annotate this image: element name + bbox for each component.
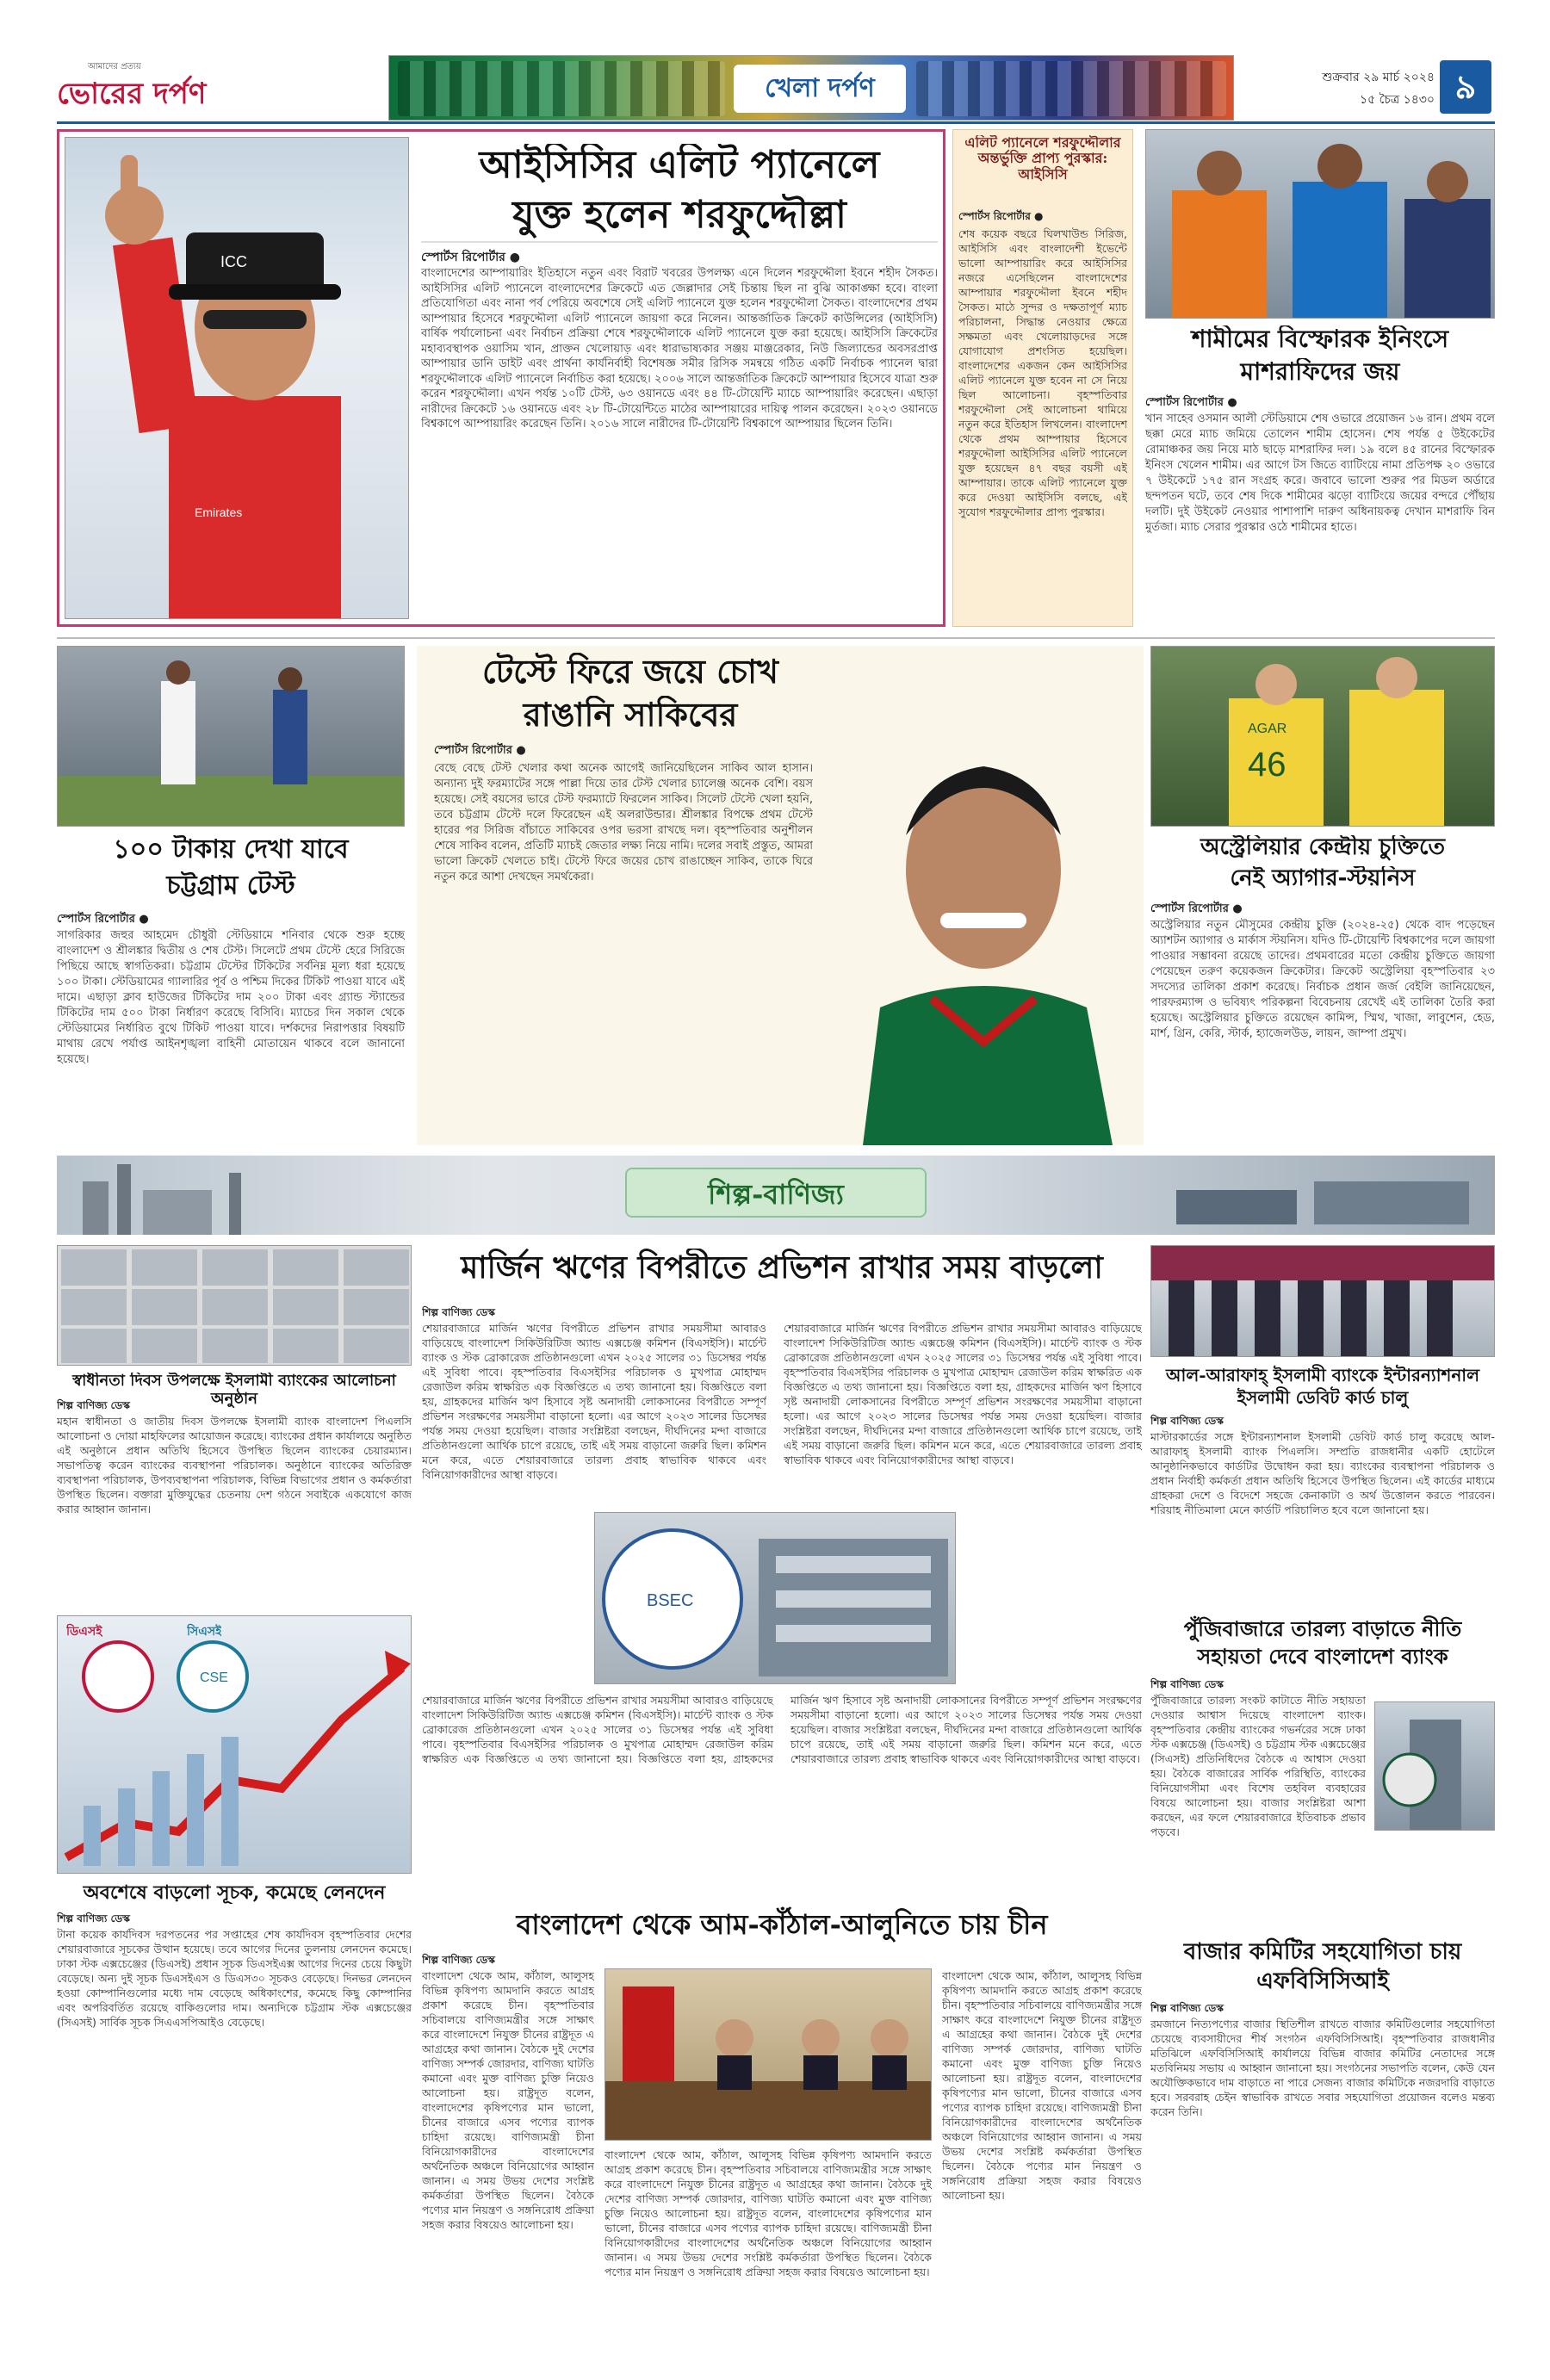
dse-headline: অবশেষে বাড়লো সূচক, কমেছে লেনদেন: [83, 1882, 386, 1904]
aus-photo[interactable]: [1150, 646, 1495, 827]
dse-body: টানা কয়েক কার্যদিবস দরপতনের পর সপ্তাহের শেষ কার্যদিবস বৃহস্পতিবার দেশের শেয়ারবাজারে সূচকের উত্থান হয়েছে। তবে আগের দিনের তুলনায় লেনদেন কমেছে। ঢাকা স্টক এক্সচেঞ্জের (ডিএসই) প্রধান সূচক ডিএসইএক্স আগের দিনের চেয়ে কিছুটা বেড়েছে। অন্য দুই সূচক ডিএসইএস ও ডিএস৩০ সূচকও বেড়েছে। দিনভর লেনদেন হওয়া কোম্পানিগুলোর মধ্যে দাম বেড়েছে অধিকাংশের, কমেছে কিছু কোম্পানির এবং অপরিবর্তিত রয়েছে বাকিগুলোর দাম। অন্যদিকে চট্টগ্রাম স্টক এক্সচেঞ্জের (সিএসই) সার্বিক সূচক সিএএসপিআইও বেড়েছে।: [57, 1928, 412, 2029]
bangla-date: ১৫ চৈত্র ১৪৩০: [1360, 93, 1435, 107]
lead-story: [57, 129, 946, 627]
cricket-illustration: [58, 647, 405, 827]
punji-story: [1150, 1615, 1495, 1934]
china-body-col1: বাংলাদেশ থেকে আম, কাঁঠাল, আলুসহ বিভিন্ন কৃষিপণ্য আমদানি করতে আগ্রহ প্রকাশ করেছে চীন। বৃহস্পতিবার সচিবালয়ে বাণিজ্যমন্ত্রীর সঙ্গে সাক্ষাৎ করে বাংলাদেশে নিযুক্ত চীনের রাষ্ট্রদূত এ আগ্রহের কথা জানান। বৈঠকে দুই দেশের বাণিজ্য সম্পর্ক জোরদার, বাণিজ্য ঘাটতি কমানো এবং মুক্ত বাণিজ্য চুক্তি নিয়েও আলোচনা হয়। রাষ্ট্রদূত বলেন, বাংলাদেশের কৃষিপণ্যের মান ভালো, চীনের বাজারে এসব পণ্যের ব্যাপক চাহিদা রয়েছে। বাণিজ্যমন্ত্রী চীনা বিনিয়োগকারীদের বাংলাদেশের অর্থনৈতিক অঞ্চলে বিনিয়োগের আহ্বান জানান। এ সময় উভয় দেশের সংশ্লিষ্ট কর্মকর্তারা উপস্থিত ছিলেন। বৈঠকে পণ্যের মান নিয়ন্ত্রণ ও সঙ্গনিরোধ প্রক্রিয়া সহজ করার বিষয়েও আলোচনা হয়।: [422, 1969, 594, 2231]
bazar-body: রমজানে নিত্যপণ্যের বাজার স্থিতিশীল রাখতে বাজার কমিটিগুলোর সহযোগিতা চেয়েছে ব্যবসায়ীদের শীর্ষ সংগঠন এফবিসিসিআই। বৃহস্পতিবার রাজধানীর মতিঝিলে এফবিসিসিআই কার্যালয়ে বিভিন্ন বাজার কমিটির নেতাদের সঙ্গে মতবিনিময় সভায় এ আহ্বান জানানো হয়। সংগঠনের সভাপতি বলেন, কেউ যেন অযৌক্তিকভাবে দাম বাড়াতে না পারে সেজন্য বাজার কমিটিকে নজরদারি বাড়াতে হবে। সরবরাহ চেইন স্বাভাবিক রাখতে সবার সহযোগিতা প্রয়োজন বলেও মন্তব্য করেন তিনি।: [1150, 2017, 1495, 2118]
ctg-photo[interactable]: [57, 646, 405, 827]
ctg-headline-1: ১০০ টাকায় দেখা যাবে: [113, 835, 349, 865]
alaraf-story: [1150, 1245, 1495, 1607]
icc-cap-text: ICC: [220, 253, 247, 270]
bazar-byline: শিল্প বাণিজ্য ডেস্ক: [1150, 2002, 1224, 2014]
shakib-story: [417, 646, 1144, 1145]
mashrafe-story: [1145, 129, 1495, 627]
aus-headline-2: নেই অ্যাগার-স্টয়নিস: [1230, 866, 1416, 891]
dse-logo-label: ডিএসই: [66, 1625, 102, 1639]
aus-story: [1150, 646, 1495, 1145]
mashrafe-headline-2: মাশরাফিদের জয়: [1240, 358, 1400, 386]
bsec-photo[interactable]: [594, 1512, 956, 1684]
margin-story: [422, 1245, 1142, 1900]
dse-photo[interactable]: [57, 1615, 412, 1874]
umpire-illustration: [65, 138, 409, 619]
shilpo-banner: [57, 1156, 1495, 1235]
bsec-seal-text: BSEC: [647, 1591, 694, 1610]
mashrafe-photo[interactable]: [1145, 129, 1495, 319]
bazar-headline: বাজার কমিটির সহযোগিতা চায় এফবিসিসিআই: [1183, 1939, 1462, 1994]
cse-badge-text: CSE: [200, 1670, 228, 1685]
mashrafe-body: খান সাহেব ওসমান আলী স্টেডিয়ামে শেষ ওভারে প্রয়োজন ১৬ রান। প্রথম বলে ছক্কা মেরে ম্যাচ জমিয়ে তোলেন শামীম হোসেন। শেষ পর্যন্ত ৫ উইকেটের রোমাঞ্চকর জয় নিয়ে মাঠ ছাড়ে মাশরাফির দল। ১৯ বলে ৪৫ রানের বিস্ফোরক ইনিংস খেলেন শামীম। এর আগে টস জিতে ব্যাটিংয়ে নামা প্রতিপক্ষ ২০ ওভারে ৭ উইকেটে ১৭৫ রান সংগ্রহ করে। জবাবে ভালো শুরুর পর মিডল অর্ডারে ছন্দপতন ঘটে, তবে শেষ দিকে শামীমের ঝড়ো ব্যাটিংয়ে জয়ের বন্দরে পৌঁছায় দলটি। দুই উইকেট নেওয়ার পাশাপাশি দারুণ অধিনায়কত্ব দেখান মাশরাফি বিন মুর্তজা। ম্যাচ সেরার পুরস্কার ওঠে শামীমের হাতে।: [1145, 412, 1495, 534]
banner-players-left: [398, 61, 725, 116]
aus-players-illustration: [1151, 647, 1495, 827]
ctg-story: [57, 646, 405, 1145]
ctg-headline-2: চট্টগ্রাম টেস্ট: [166, 871, 295, 901]
margin-byline: শিল্প বাণিজ্য ডেস্ক: [422, 1306, 495, 1318]
aus-byline: স্পোর্টস রিপোর্টার ●: [1150, 902, 1243, 915]
mashrafe-byline: স্পোর্টস রিপোর্টার ●: [1145, 396, 1237, 409]
meeting-illustration: [605, 1969, 932, 2141]
date-line: শুক্রবার ২৯ মার্চ ২০২৪: [1322, 71, 1435, 84]
bazar-story: [1150, 1937, 1495, 2332]
alaraf-headline: আল-আরাফাহ্ ইসলামী ব্যাংকে ইন্টারন্যাশনাল ইসলামী ডেবিট কার্ড চালু: [1166, 1365, 1479, 1408]
alaraf-body: মাস্টারকার্ডের সঙ্গে ইন্টারন্যাশনাল ইসলামী ডেবিট কার্ড চালু করেছে আল-আরাফাহ্ ইসলামী ব্যাংক পিএলসি। সম্প্রতি রাজধানীর একটি হোটেলে আনুষ্ঠানিকভাবে কার্ডটির উদ্বোধন করা হয়। ব্যাংকের ব্যবস্থাপনা পরিচালক ও প্রধান নির্বাহী কর্মকর্তা প্রধান অতিথি হিসেবে উপস্থিত ছিলেন। এই কার্ডের মাধ্যমে গ্রাহকরা দেশে ও বিদেশে সহজে কেনাকাটা ও অর্থ উত্তোলন করতে পারবেন। শরিয়াহ নীতিমালা মেনে কার্ডটি পরিচালিত হবে বলে জানানো হয়।: [1150, 1430, 1495, 1516]
aus-jersey-number: 46: [1248, 746, 1286, 784]
china-body-col2: বাংলাদেশ থেকে আম, কাঁঠাল, আলুসহ বিভিন্ন কৃষিপণ্য আমদানি করতে আগ্রহ প্রকাশ করেছে চীন। বৃহস্পতিবার সচিবালয়ে বাণিজ্যমন্ত্রীর সঙ্গে সাক্ষাৎ করে বাংলাদেশে নিযুক্ত চীনের রাষ্ট্রদূত এ আগ্রহের কথা জানান। বৈঠকে দুই দেশের বাণিজ্য সম্পর্ক জোরদার, বাণিজ্য ঘাটতি কমানো এবং মুক্ত বাণিজ্য চুক্তি নিয়েও আলোচনা হয়। রাষ্ট্রদূত বলেন, বাংলাদেশের কৃষিপণ্যের মান ভালো, চীনের বাজারে এসব পণ্যের ব্যাপক চাহিদা রয়েছে। বাণিজ্যমন্ত্রী চীনা বিনিয়োগকারীদের বাংলাদেশের অর্থনৈতিক অঞ্চলে বিনিয়োগের আহ্বান জানান। এ সময় উভয় দেশের সংশ্লিষ্ট কর্মকর্তারা উপস্থিত ছিলেন। বৈঠকে পণ্যের মান নিয়ন্ত্রণ ও সঙ্গনিরোধ প্রক্রিয়া সহজ করার বিষয়েও আলোচনা হয়।: [942, 1969, 1142, 2202]
masthead-banner: [388, 55, 1234, 121]
bb-building-photo[interactable]: [1374, 1701, 1495, 1831]
margin-body-col3: শেয়ারবাজারে মার্জিন ঋণের বিপরীতে প্রভিশন রাখার সময়সীমা আবারও বাড়িয়েছে বাংলাদেশ সিকিউরিটিজ অ্যান্ড এক্সচেঞ্জ কমিশন (বিএসইসি)। মার্চেন্ট ব্যাংক ও স্টক ব্রোকারেজ প্রতিষ্ঠানগুলো এখন ২০২৫ সালের ৩১ ডিসেম্বর পর্যন্ত এই সুবিধা পাবে। বৃহস্পতিবার বিএসইসির পরিচালক ও মুখপাত্র মোহাম্মদ রেজাউল করিম স্বাক্ষরিত এক বিজ্ঞপ্তিতে এ তথ্য জানানো হয়। বিজ্ঞপ্তিতে বলা হয়, গ্রাহকদের মার্জিন ঋণ হিসাবে সৃষ্ট অনাদায়ী লোকসানের বিপরীতে সম্পূর্ণ প্রভিশন সংরক্ষণের সময়সীমা বাড়ানো হলো। এর আগে ২০২৩ সালের ডিসেম্বর পর্যন্ত সময় দেওয়া হয়েছিল। বাজার সংশ্লিষ্টরা বলছেন, দীর্ঘদিনের মন্দা বাজারে প্রতিষ্ঠানগুলো আর্থিক চাপে রয়েছে, তাই এই সময় বাড়ানো জরুরি ছিল। কমিশন মনে করে, এতে শেয়ারবাজারে তারল্য প্রবাহ স্বাভাবিক থাকবে এবং বিনিয়োগকারীদের আস্থা বাড়বে।: [422, 1694, 1142, 1765]
china-byline: শিল্প বাণিজ্য ডেস্ক: [422, 1954, 495, 1966]
aus-headline-1: অস্ট্রেলিয়ার কেন্দ্রীয় চুক্তিতে: [1200, 835, 1445, 860]
islami-body: মহান স্বাধীনতা ও জাতীয় দিবস উপলক্ষে ইসলামী ব্যাংক বাংলাদেশ পিএলসি আলোচনা ও দোয়া মাহফিলের আয়োজন করেছে। ব্যাংকের প্রধান কার্যালয়ে অনুষ্ঠিত এই অনুষ্ঠানে প্রধান অতিথি হিসেবে উপস্থিত ছিলেন ব্যাংকের চেয়ারম্যান। সভাপতিত্ব করেন ব্যাংকের ব্যবস্থাপনা পরিচালক। অনুষ্ঠানে ব্যাংকের অতিরিক্ত ব্যবস্থাপনা পরিচালক, উপব্যবস্থাপনা পরিচালক, বিভিন্ন বিভাগের প্রধান ও কর্মকর্তারা উপস্থিত ছিলেন। বক্তারা মুক্তিযুদ্ধের চেতনায় দেশ গঠনে সবাইকে একযোগে কাজ করার আহ্বান জানান।: [57, 1415, 412, 1515]
shakib-headline-1: টেস্টে ফিরে জয়ে চোখ: [482, 653, 778, 691]
mashrafe-headline-1: শামীমের বিস্ফোরক ইনিংসে: [1191, 325, 1449, 353]
section-title: খেলা দর্পণ: [734, 65, 906, 113]
margin-body-col2: শেয়ারবাজারে মার্জিন ঋণের বিপরীতে প্রভিশন রাখার সময়সীমা আবারও বাড়িয়েছে বাংলাদেশ সিকিউরিটিজ অ্যান্ড এক্সচেঞ্জ কমিশন (বিএসইসি)। মার্চেন্ট ব্যাংক ও স্টক ব্রোকারেজ প্রতিষ্ঠানগুলো এখন ২০২৫ সালের ৩১ ডিসেম্বর পর্যন্ত এই সুবিধা পাবে। বৃহস্পতিবার বিএসইসির পরিচালক ও মুখপাত্র মোহাম্মদ রেজাউল করিম স্বাক্ষরিত এক বিজ্ঞপ্তিতে এ তথ্য জানানো হয়। বিজ্ঞপ্তিতে বলা হয়, গ্রাহকদের মার্জিন ঋণ হিসাবে সৃষ্ট অনাদায়ী লোকসানের বিপরীতে সম্পূর্ণ প্রভিশন সংরক্ষণের সময়সীমা বাড়ানো হলো। এর আগে ২০২৩ সালের ডিসেম্বর পর্যন্ত সময় দেওয়া হয়েছিল। বাজার সংশ্লিষ্টরা বলছেন, দীর্ঘদিনের মন্দা বাজারে প্রতিষ্ঠানগুলো আর্থিক চাপে রয়েছে, তাই এই সময় বাড়ানো জরুরি ছিল। কমিশন মনে করে, এতে শেয়ারবাজারে তারল্য প্রবাহ স্বাভাবিক থাকবে এবং বিনিয়োগকারীদের আস্থা বাড়বে।: [784, 1322, 1142, 1466]
alaraf-photo[interactable]: [1150, 1245, 1495, 1357]
paper-tagline: আমাদের প্রত্যয়: [88, 62, 141, 71]
paper-name: ভোরের দর্পণ: [57, 77, 207, 111]
aus-body: অস্ট্রেলিয়ার নতুন মৌসুমের কেন্দ্রীয় চুক্তি (২০২৪-২৫) থেকে বাদ পড়েছেন অ্যাশটন অ্যাগার ও মার্কাস স্টয়নিস। যদিও টি-টোয়েন্টি বিশ্বকাপের দলে জায়গা পাওয়ার সম্ভাবনা রয়েছে তাদের। প্রথমবারের মতো কেন্দ্রীয় চুক্তিতে জায়গা পেয়েছেন তরুণ কয়েকজন ক্রিকেটার। ক্রিকেট অস্ট্রেলিয়া বৃহস্পতিবার ২৩ সদস্যের তালিকা প্রকাশ করেছে। নির্বাচক প্রধান জর্জ বেইলি জানিয়েছেন, পারফরম্যান্স ও ভবিষ্যৎ পরিকল্পনা বিবেচনায় রেখেই এই তালিকা তৈরি করা হয়েছে। অস্ট্রেলিয়ার চুক্তিতে রয়েছেন কামিন্স, স্মিথ, খাজা, লাবুশেন, হেড, মার্শ, গ্রিন, কেরি, স্টার্ক, হ্যাজেলউড, লায়ন, জাম্পা প্রমুখ।: [1150, 919, 1495, 1040]
ctg-byline: স্পোর্টস রিপোর্টার ●: [57, 913, 149, 926]
lead-byline: স্পোর্টস রিপোর্টার ●: [421, 251, 520, 264]
shakib-illustration: [828, 680, 1144, 1145]
bsec-building-illustration: [595, 1513, 956, 1684]
islami-byline: শিল্প বাণিজ্য ডেস্ক: [57, 1399, 130, 1411]
players-illustration: [1146, 130, 1495, 319]
islami-headline: স্বাধীনতা দিবস উপলক্ষে ইসলামী ব্যাংকের আলোচনা অনুষ্ঠান: [72, 1373, 396, 1408]
card-launch-illustration: [1151, 1246, 1495, 1357]
shilpo-title: শিল্প-বাণিজ্য: [625, 1168, 927, 1218]
china-photo[interactable]: [604, 1968, 932, 2141]
paper-logo[interactable]: [57, 60, 229, 115]
bangladesh-bank-illustration: [1375, 1702, 1495, 1831]
dse-byline: শিল্প বাণিজ্য ডেস্ক: [57, 1912, 130, 1924]
china-story: [422, 1906, 1142, 2332]
divider-row1: [57, 637, 1495, 639]
sidebar-body: শেষ কয়েক বছরে ঘিলখাউন্ড সিরিজ, আইসিসি এবং বাংলাদেশী ইভেন্টে ভালো আম্পায়ারিং করে আইসিসির নজরে এসেছিলেন বাংলাদেশের আম্পায়ার শরফুদ্দৌলা ইবনে শহীদ সৈকত। মাঠে সুন্দর ও দক্ষতাপূর্ণ ম্যাচ পরিচালনা, সিদ্ধান্ত নেওয়ার ক্ষেত্রে সক্ষমতা এবং খেলোয়াড়দের সঙ্গে যোগাযোগ প্রশংসিত হয়েছিল। বাংলাদেশের একজন কেন আইসিসির এলিট প্যানেলে যুক্ত হবেন না সে নিয়ে ছিল আলোচনা। বৃহস্পতিবার শরফুদ্দৌলা সেই আলোচনা থামিয়ে নতুন করে ইতিহাস লিখলেন। বাংলাদেশ থেকে প্রথম আম্পায়ার হিসেবে শরফুদ্দৌলা আইসিসির এলিট প্যানেলে যুক্ত হয়েছেন ৪৭ বছর বয়সী এই আম্পায়ার। তাকে এলিট প্যানেলে যুক্ত করে দেওয়া আইসিসি বলছে, এই সুযোগ শরফুদ্দৌলার প্রাপ্য পুরস্কার।: [958, 227, 1127, 518]
ctg-body: সাগরিকার জহুর আহমেদ চৌধুরী স্টেডিয়ামে শনিবার থেকে শুরু হচ্ছে বাংলাদেশ ও শ্রীলঙ্কার দ্বিতীয় ও শেষ টেস্ট। সিলেটে প্রথম টেস্টে হেরে সিরিজে পিছিয়ে আছে স্বাগতিকরা। চট্টগ্রাম টেস্টের টিকিটের সর্বনিম্ন মূল্য ধরা হয়েছে ১০০ টাকা। স্টেডিয়ামের গ্যালারির পূর্ব ও পশ্চিম দিকের টিকিট পাওয়া যাবে এই দামে। এছাড়া ক্লাব হাউজের টিকিটের দাম ২০০ টাকা এবং গ্র্যান্ড স্ট্যান্ডের টিকিটের দাম ৫০০ টাকা নির্ধারণ করেছে বিসিবি। ম্যাচের দিন সকাল থেকে স্টেডিয়ামের নির্ধারিত বুথে টিকিট পাওয়া যাবে। দর্শকদের নিরাপত্তার বিষয়টি মাথায় রেখে পর্যাপ্ত আইনশৃঙ্খলা বাহিনী মোতায়েন থাকবে বলে জানানো হয়েছে।: [57, 929, 405, 1066]
page-number: ৯: [1440, 60, 1491, 114]
lead-headline-2: যুক্ত হলেন শরফুদ্দৌল্লা: [421, 194, 938, 243]
margin-headline: মার্জিন ঋণের বিপরীতে প্রভিশন রাখার সময় বাড়লো: [461, 1249, 1103, 1286]
china-headline: বাংলাদেশ থেকে আম-কাঁঠাল-আলুনিতে চায় চীন: [516, 1908, 1048, 1941]
islami-photo-grid[interactable]: [57, 1245, 412, 1366]
punji-byline: শিল্প বাণিজ্য ডেস্ক: [1150, 1678, 1224, 1690]
lead-body: বাংলাদেশের আম্পায়ারিং ইতিহাসে নতুন এবং বিরাট খবরের উপলক্ষ্য এনে দিলেন শরফুদ্দৌলা ইবনে শহীদ সৈকত। আইসিসির এলিট প্যানেলে বাংলাদেশের ক্রিকেটে এত জেল্লাদার সেই চিন্তায় ছিল না বুঝি আকাঙ্ক্ষা হবে। বাংলা প্রতিযোগিতা এবং নানা পর্ব পেরিয়ে অবশেষে সেই এলিট প্যানেলে যুক্ত হলেন শরফুদ্দৌলা সৈকত। বাংলাদেশের প্রথম আম্পায়ার হিসেবে শরফুদ্দৌলা এলিট প্যানেলে জায়গা করে নিলেন। আন্তর্জাতিক ক্রিকেট কাউন্সিলের (আইসিসি) বার্ষিক পর্যালোচনা এবং নির্বাচন প্রক্রিয়া শেষে শরফুদ্দৌলাকে এলিট প্যানেলে যুক্ত করা হয়েছে। আইসিসি ক্রিকেটের মহাব্যবস্থাপক ওয়াসিম খান, প্রাক্তন খেলোয়াড় এবং ধারাভাষ্যকার সঞ্জয় মাঞ্জরেকার, নিউ জিল্যান্ডের অবসরপ্রাপ্ত আম্পায়ার ডানি ডাইট এবং প্রার্থনা কার্যনির্বাহী বিশেষজ্ঞ সমীর রিসিক সমন্বয়ে গঠিত একটি নির্বাচক প্যানেল দ্বারা শরফুদ্দৌলাকে এলিট প্যানেলে নির্বাচিত করা হয়েছে। ২০০৬ সালে আন্তর্জাতিক ক্রিকেটে আম্পায়ার হিসেবে যাত্রা শুরু করেন শরফুদ্দৌলা। এখন পর্যন্ত ১০টি টেস্ট, ৬৩ ওয়ানডে এবং ৪৪ টি-টোয়েন্টি ম্যাচে আম্পায়ারিং করেছেন। এছাড়া নারীদের ক্রিকেটে ১৬ ওয়ানডে এবং ২৮ টি-টোয়েন্টিতে মাঠের আম্পায়ারের দায়িত্ব পালন করেছেন। ২০২৩ ওয়ানডে বিশ্বকাপে আম্পায়ারিং করেছেন তিনি। ২০১৬ সালে নারীদের টি-টোয়েন্টি বিশ্বকাপে আম্পায়ার ছিলেন তিনি।: [421, 267, 938, 431]
elite-sidebar: [952, 129, 1133, 627]
stock-chart-illustration: [58, 1616, 412, 1874]
margin-body-col1: শেয়ারবাজারে মার্জিন ঋণের বিপরীতে প্রভিশন রাখার সময়সীমা আবারও বাড়িয়েছে বাংলাদেশ সিকিউরিটিজ অ্যান্ড এক্সচেঞ্জ কমিশন (বিএসইসি)। মার্চেন্ট ব্যাংক ও স্টক ব্রোকারেজ প্রতিষ্ঠানগুলো এখন ২০২৫ সালের ৩১ ডিসেম্বর পর্যন্ত এই সুবিধা পাবে। বৃহস্পতিবার বিএসইসির পরিচালক ও মুখপাত্র মোহাম্মদ রেজাউল করিম স্বাক্ষরিত এক বিজ্ঞপ্তিতে এ তথ্য জানানো হয়। বিজ্ঞপ্তিতে বলা হয়, গ্রাহকদের মার্জিন ঋণ হিসাবে সৃষ্ট অনাদায়ী লোকসানের বিপরীতে সম্পূর্ণ প্রভিশন সংরক্ষণের সময়সীমা বাড়ানো হলো। এর আগে ২০২৩ সালের ডিসেম্বর পর্যন্ত সময় দেওয়া হয়েছিল। বাজার সংশ্লিষ্টরা বলছেন, দীর্ঘদিনের মন্দা বাজারে প্রতিষ্ঠানগুলো আর্থিক চাপে রয়েছে, তাই এই সময় বাড়ানো জরুরি ছিল। কমিশন মনে করে, এতে শেয়ারবাজারে তারল্য প্রবাহ স্বাভাবিক থাকবে এবং বিনিয়োগকারীদের আস্থা বাড়বে।: [422, 1322, 766, 1481]
aus-jersey-name: AGAR: [1248, 722, 1287, 736]
alaraf-byline: শিল্প বাণিজ্য ডেস্ক: [1150, 1415, 1224, 1427]
masthead: [57, 55, 1495, 124]
shakib-byline: স্পোর্টস রিপোর্টার ●: [434, 744, 526, 757]
meeting-grid-illustration: [58, 1246, 412, 1366]
shakib-photo[interactable]: [828, 680, 1144, 1145]
cse-logo-label: সিএসই: [187, 1625, 222, 1639]
lead-headline-1: আইসিসির এলিট প্যানেলে: [479, 144, 880, 187]
china-body-col3: বাংলাদেশ থেকে আম, কাঁঠাল, আলুসহ বিভিন্ন কৃষিপণ্য আমদানি করতে আগ্রহ প্রকাশ করেছে চীন। বৃহস্পতিবার সচিবালয়ে বাণিজ্যমন্ত্রীর সঙ্গে সাক্ষাৎ করে বাংলাদেশে নিযুক্ত চীনের রাষ্ট্রদূত এ আগ্রহের কথা জানান। বৈঠকে দুই দেশের বাণিজ্য সম্পর্ক জোরদার, বাণিজ্য ঘাটতি কমানো এবং মুক্ত বাণিজ্য চুক্তি নিয়েও আলোচনা হয়। রাষ্ট্রদূত বলেন, বাংলাদেশের কৃষিপণ্যের মান ভালো, চীনের বাজারে এসব পণ্যের ব্যাপক চাহিদা রয়েছে। বাণিজ্যমন্ত্রী চীনা বিনিয়োগকারীদের বাংলাদেশের অর্থনৈতিক অঞ্চলে বিনিয়োগের আহ্বান জানান। এ সময় উভয় দেশের সংশ্লিষ্ট কর্মকর্তারা উপস্থিত ছিলেন। বৈঠকে পণ্যের মান নিয়ন্ত্রণ ও সঙ্গনিরোধ প্রক্রিয়া সহজ করার বিষয়েও আলোচনা হয়।: [604, 2148, 932, 2278]
shakib-body: বেছে বেছে টেস্ট খেলার কথা অনেক আগেই জানিয়েছিলেন সাকিব আল হাসান। অন্যান্য দুই ফরম্যাটের সঙ্গে পাল্লা দিয়ে তার টেস্ট খেলার চ্যালেঞ্জ অনেক বেশি। বয়স হয়েছে। সেই বয়সের ভারে টেস্ট ফরম্যাটে ফিরলেন সাকিব। সিলেট টেস্টে খেলা হয়নি, তবে চট্টগ্রাম টেস্টে দলে ফিরেছেন এই অলরাউন্ডার। শ্রীলঙ্কার বিপক্ষে প্রথম টেস্টে হারের পর সিরিজ বাঁচাতে সাকিবের ওপর ভরসা রাখছে দল। বৃহস্পতিবার অনুশীলন শেষে সাকিব বলেন, প্রতিটি ম্যাচই জেতার লক্ষ্য নিয়ে নামি। দলের সবাই প্রস্তুত, আমরা ভালো ক্রিকেট খেলতে চাই। টেস্টে ফিরে জয়ের চোখ রাঙাচ্ছেন সাকিব, তাকে ঘিরে নতুন করে আশা দেখছেন সমর্থকেরা।: [434, 762, 813, 883]
shakib-headline-2: রাঙানি সাকিবের: [523, 696, 738, 734]
shirt-sponsor-text: Emirates: [195, 505, 243, 519]
banner-players-right: [916, 61, 1226, 116]
islami-story: [57, 1245, 412, 1607]
dse-story: [57, 1615, 412, 2332]
sidebar-byline: স্পোর্টস রিপোর্টার ●: [958, 210, 1044, 222]
punji-headline: পুঁজিবাজারে তারল্য বাড়াতে নীতি সহায়তা দেবে বাংলাদেশ ব্যাংক: [1183, 1616, 1462, 1669]
umpire-photo[interactable]: [65, 137, 409, 619]
punji-body: পুঁজিবাজারে তারল্য সংকট কাটাতে নীতি সহায়তা দেওয়ার আশ্বাস দিয়েছে বাংলাদেশ ব্যাংক। বৃহস্পতিবার কেন্দ্রীয় ব্যাংকের গভর্নরের সঙ্গে ঢাকা স্টক এক্সচেঞ্জ (ডিএসই) ও চট্টগ্রাম স্টক এক্সচেঞ্জের (সিএসই) প্রতিনিধিদের বৈঠকে এ আশ্বাস দেওয়া হয়। বৈঠকে বাজারের সার্বিক পরিস্থিতি, ব্যাংকের বিনিয়োগসীমা এবং বিশেষ তহবিল ব্যবহারের বিষয়ে আলোচনা হয়। বাজার সংশ্লিষ্টরা আশা করছেন, এর ফলে শেয়ারবাজারে ইতিবাচক প্রভাব পড়বে।: [1150, 1694, 1366, 1838]
sidebar-headline: এলিট প্যানেলে শরফুদ্দৌলার অন্তর্ভুক্তি প্রাপ্য পুরস্কার: আইসিসি: [964, 135, 1121, 183]
